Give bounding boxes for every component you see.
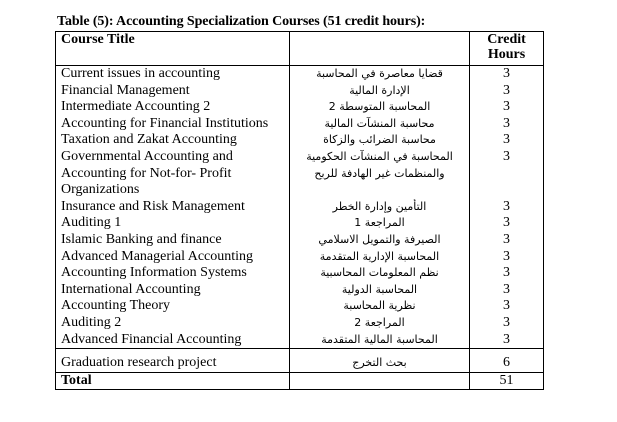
course-title-en: Islamic Banking and finance: [56, 232, 290, 249]
course-row: [56, 132, 544, 149]
course-title-ar: المراجعة 1: [290, 215, 470, 232]
graduation-title-en: Graduation research project: [56, 349, 290, 373]
course-title-ar: المحاسبة المالية المتقدمة: [290, 332, 470, 349]
course-row: [56, 265, 544, 282]
course-credit-hours: 3: [470, 332, 544, 349]
table-caption: Table (5): Accounting Specialization Courses (51 credit hours):: [57, 14, 426, 29]
course-credit-hours: 3: [470, 215, 544, 232]
course-row: [56, 249, 544, 266]
course-row: [56, 149, 544, 199]
course-credit-hours: 3: [470, 199, 544, 216]
course-title-ar: محاسبة الضرائب والزكاة: [290, 132, 470, 149]
course-title-en: Insurance and Risk Management: [56, 199, 290, 216]
course-row: [56, 83, 544, 100]
course-title-ar: المراجعة 2: [290, 315, 470, 332]
course-row: [56, 66, 544, 83]
course-row: [56, 298, 544, 315]
course-title-ar: محاسبة المنشآت المالية: [290, 116, 470, 133]
course-title-ar: المحاسبة الإدارية المتقدمة: [290, 249, 470, 266]
course-title-en: Advanced Managerial Accounting: [56, 249, 290, 266]
course-title-ar: الإدارة المالية: [290, 83, 470, 100]
course-row: [56, 116, 544, 133]
course-title-en: Accounting Information Systems: [56, 265, 290, 282]
course-row: [56, 199, 544, 216]
header-course-title: Course Title: [56, 32, 290, 66]
course-title-ar: نظرية المحاسبة: [290, 298, 470, 315]
header-arabic-title: [290, 32, 470, 66]
course-title-en: Governmental Accounting and Accounting for Not-for- Profit Organizations: [56, 149, 290, 199]
graduation-credit-hours: 6: [470, 349, 544, 373]
course-credit-hours: 3: [470, 149, 544, 199]
total-credit-hours: 51: [470, 372, 544, 390]
course-row: [56, 332, 544, 349]
course-title-ar: الصيرفة والتمويل الاسلامي: [290, 232, 470, 249]
course-credit-hours: 3: [470, 99, 544, 116]
course-credit-hours: 3: [470, 116, 544, 133]
course-title-en: Auditing 2: [56, 315, 290, 332]
header-row: [56, 32, 544, 66]
graduation-title-ar: بحث التخرج: [290, 349, 470, 373]
course-title-ar: المحاسبة المتوسطة 2: [290, 99, 470, 116]
course-title-en: Financial Management: [56, 83, 290, 100]
course-title-ar: نظم المعلومات المحاسبية: [290, 265, 470, 282]
courses-table: [55, 31, 544, 390]
course-title-ar: التأمين وإدارة الخطر: [290, 199, 470, 216]
course-title-ar: المحاسبة في المنشآت الحكومية والمنظمات غير الهادفة للربح: [290, 149, 470, 199]
header-credit-hours: Credit Hours: [470, 32, 544, 66]
graduation-row: [56, 349, 544, 373]
course-title-ar: المحاسبة الدولية: [290, 282, 470, 299]
course-credit-hours: 3: [470, 265, 544, 282]
course-title-en: Advanced Financial Accounting: [56, 332, 290, 349]
course-title-en: Current issues in accounting: [56, 66, 290, 83]
course-credit-hours: 3: [470, 298, 544, 315]
course-row: [56, 315, 544, 332]
course-credit-hours: 3: [470, 132, 544, 149]
course-row: [56, 232, 544, 249]
total-label: Total: [56, 372, 290, 390]
course-credit-hours: 3: [470, 282, 544, 299]
course-credit-hours: 3: [470, 232, 544, 249]
course-title-en: International Accounting: [56, 282, 290, 299]
course-credit-hours: 3: [470, 249, 544, 266]
course-row: [56, 282, 544, 299]
total-spacer: [290, 372, 470, 390]
course-title-en: Accounting for Financial Institutions: [56, 116, 290, 133]
course-title-en: Accounting Theory: [56, 298, 290, 315]
course-row: [56, 215, 544, 232]
total-row: [56, 372, 544, 390]
course-title-en: Auditing 1: [56, 215, 290, 232]
course-title-en: Intermediate Accounting 2: [56, 99, 290, 116]
course-title-en: Taxation and Zakat Accounting: [56, 132, 290, 149]
course-row: [56, 99, 544, 116]
course-credit-hours: 3: [470, 66, 544, 83]
course-title-ar: قضايا معاصرة في المحاسبة: [290, 66, 470, 83]
course-credit-hours: 3: [470, 83, 544, 100]
course-credit-hours: 3: [470, 315, 544, 332]
